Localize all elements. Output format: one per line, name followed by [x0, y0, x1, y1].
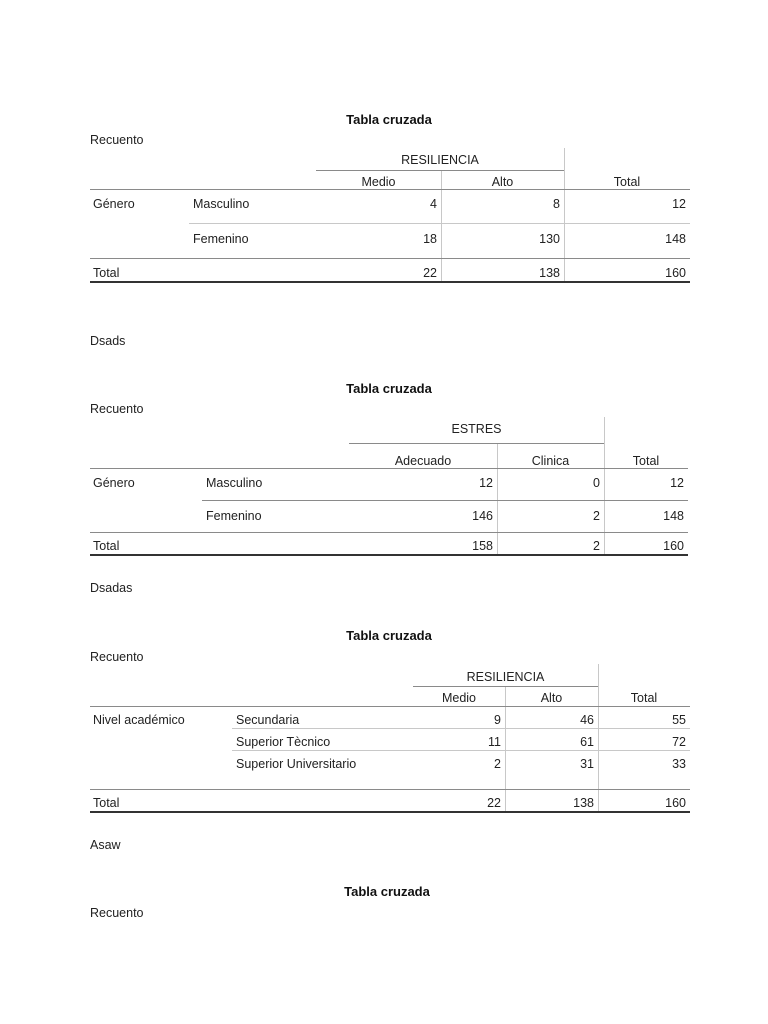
row-label: Secundaria — [236, 713, 300, 727]
column-header: Total — [630, 691, 658, 705]
column-variable-header: RESILIENCIA — [466, 670, 545, 684]
row-variable-label: Género — [93, 476, 135, 490]
table-cell: 61 — [580, 735, 594, 749]
table-cell: 160 — [665, 796, 686, 810]
table-cell: 12 — [672, 197, 686, 211]
table-cell: 31 — [580, 757, 594, 771]
row-label: Masculino — [193, 197, 250, 211]
table-cell: 138 — [539, 266, 560, 280]
table-cell: 160 — [663, 539, 684, 553]
total-row-label: Total — [93, 539, 120, 553]
table-cell: 146 — [472, 509, 493, 523]
table-title: Tabla cruzada — [344, 884, 430, 899]
table-cell: 22 — [423, 266, 437, 280]
total-row-label: Total — [93, 266, 120, 280]
table-cell: 4 — [430, 197, 437, 211]
column-header: Alto — [491, 175, 514, 189]
column-header: Clinica — [531, 454, 570, 468]
table-title: Tabla cruzada — [346, 628, 432, 643]
column-header: Medio — [361, 175, 396, 189]
table-cell: 8 — [553, 197, 560, 211]
table-cell: 160 — [665, 266, 686, 280]
table-cell: 33 — [672, 757, 686, 771]
table-caption: Recuento — [90, 650, 144, 664]
row-variable-label: Nivel académico — [93, 713, 185, 727]
table-cell: 130 — [539, 232, 560, 246]
row-variable-label: Género — [93, 197, 135, 211]
total-row-label: Total — [93, 796, 120, 810]
column-header: Total — [632, 454, 660, 468]
row-label: Superior Universitario — [236, 757, 357, 771]
table-caption: Recuento — [90, 906, 144, 920]
table-cell: 22 — [487, 796, 501, 810]
table-cell: 138 — [573, 796, 594, 810]
column-header: Adecuado — [394, 454, 452, 468]
table-cell: 11 — [488, 735, 501, 749]
column-header: Total — [613, 175, 641, 189]
table-cell: 12 — [479, 476, 493, 490]
column-variable-header: ESTRES — [451, 422, 502, 436]
table-cell: 46 — [580, 713, 594, 727]
table-cell: 2 — [494, 757, 501, 771]
row-label: Femenino — [206, 509, 262, 523]
table-cell: 12 — [670, 476, 684, 490]
column-variable-header: RESILIENCIA — [401, 153, 479, 167]
table-cell: 2 — [593, 509, 600, 523]
paragraph: Dsads — [90, 334, 126, 348]
paragraph: Dsadas — [90, 581, 133, 595]
table-title: Tabla cruzada — [346, 112, 432, 127]
table-title: Tabla cruzada — [346, 381, 432, 396]
table-cell: 0 — [593, 476, 600, 490]
table-cell: 9 — [494, 713, 501, 727]
row-label: Masculino — [206, 476, 263, 490]
table-cell: 2 — [593, 539, 600, 553]
table-cell: 72 — [672, 735, 686, 749]
table-caption: Recuento — [90, 133, 144, 147]
table-cell: 158 — [472, 539, 493, 553]
paragraph: Asaw — [90, 838, 121, 852]
table-caption: Recuento — [90, 402, 144, 416]
table-cell: 148 — [663, 509, 684, 523]
column-header: Alto — [540, 691, 563, 705]
row-label: Femenino — [193, 232, 249, 246]
table-cell: 148 — [665, 232, 686, 246]
row-label: Superior Tècnico — [236, 735, 331, 749]
table-cell: 55 — [672, 713, 686, 727]
column-header: Medio — [441, 691, 477, 705]
table-cell: 18 — [423, 232, 437, 246]
